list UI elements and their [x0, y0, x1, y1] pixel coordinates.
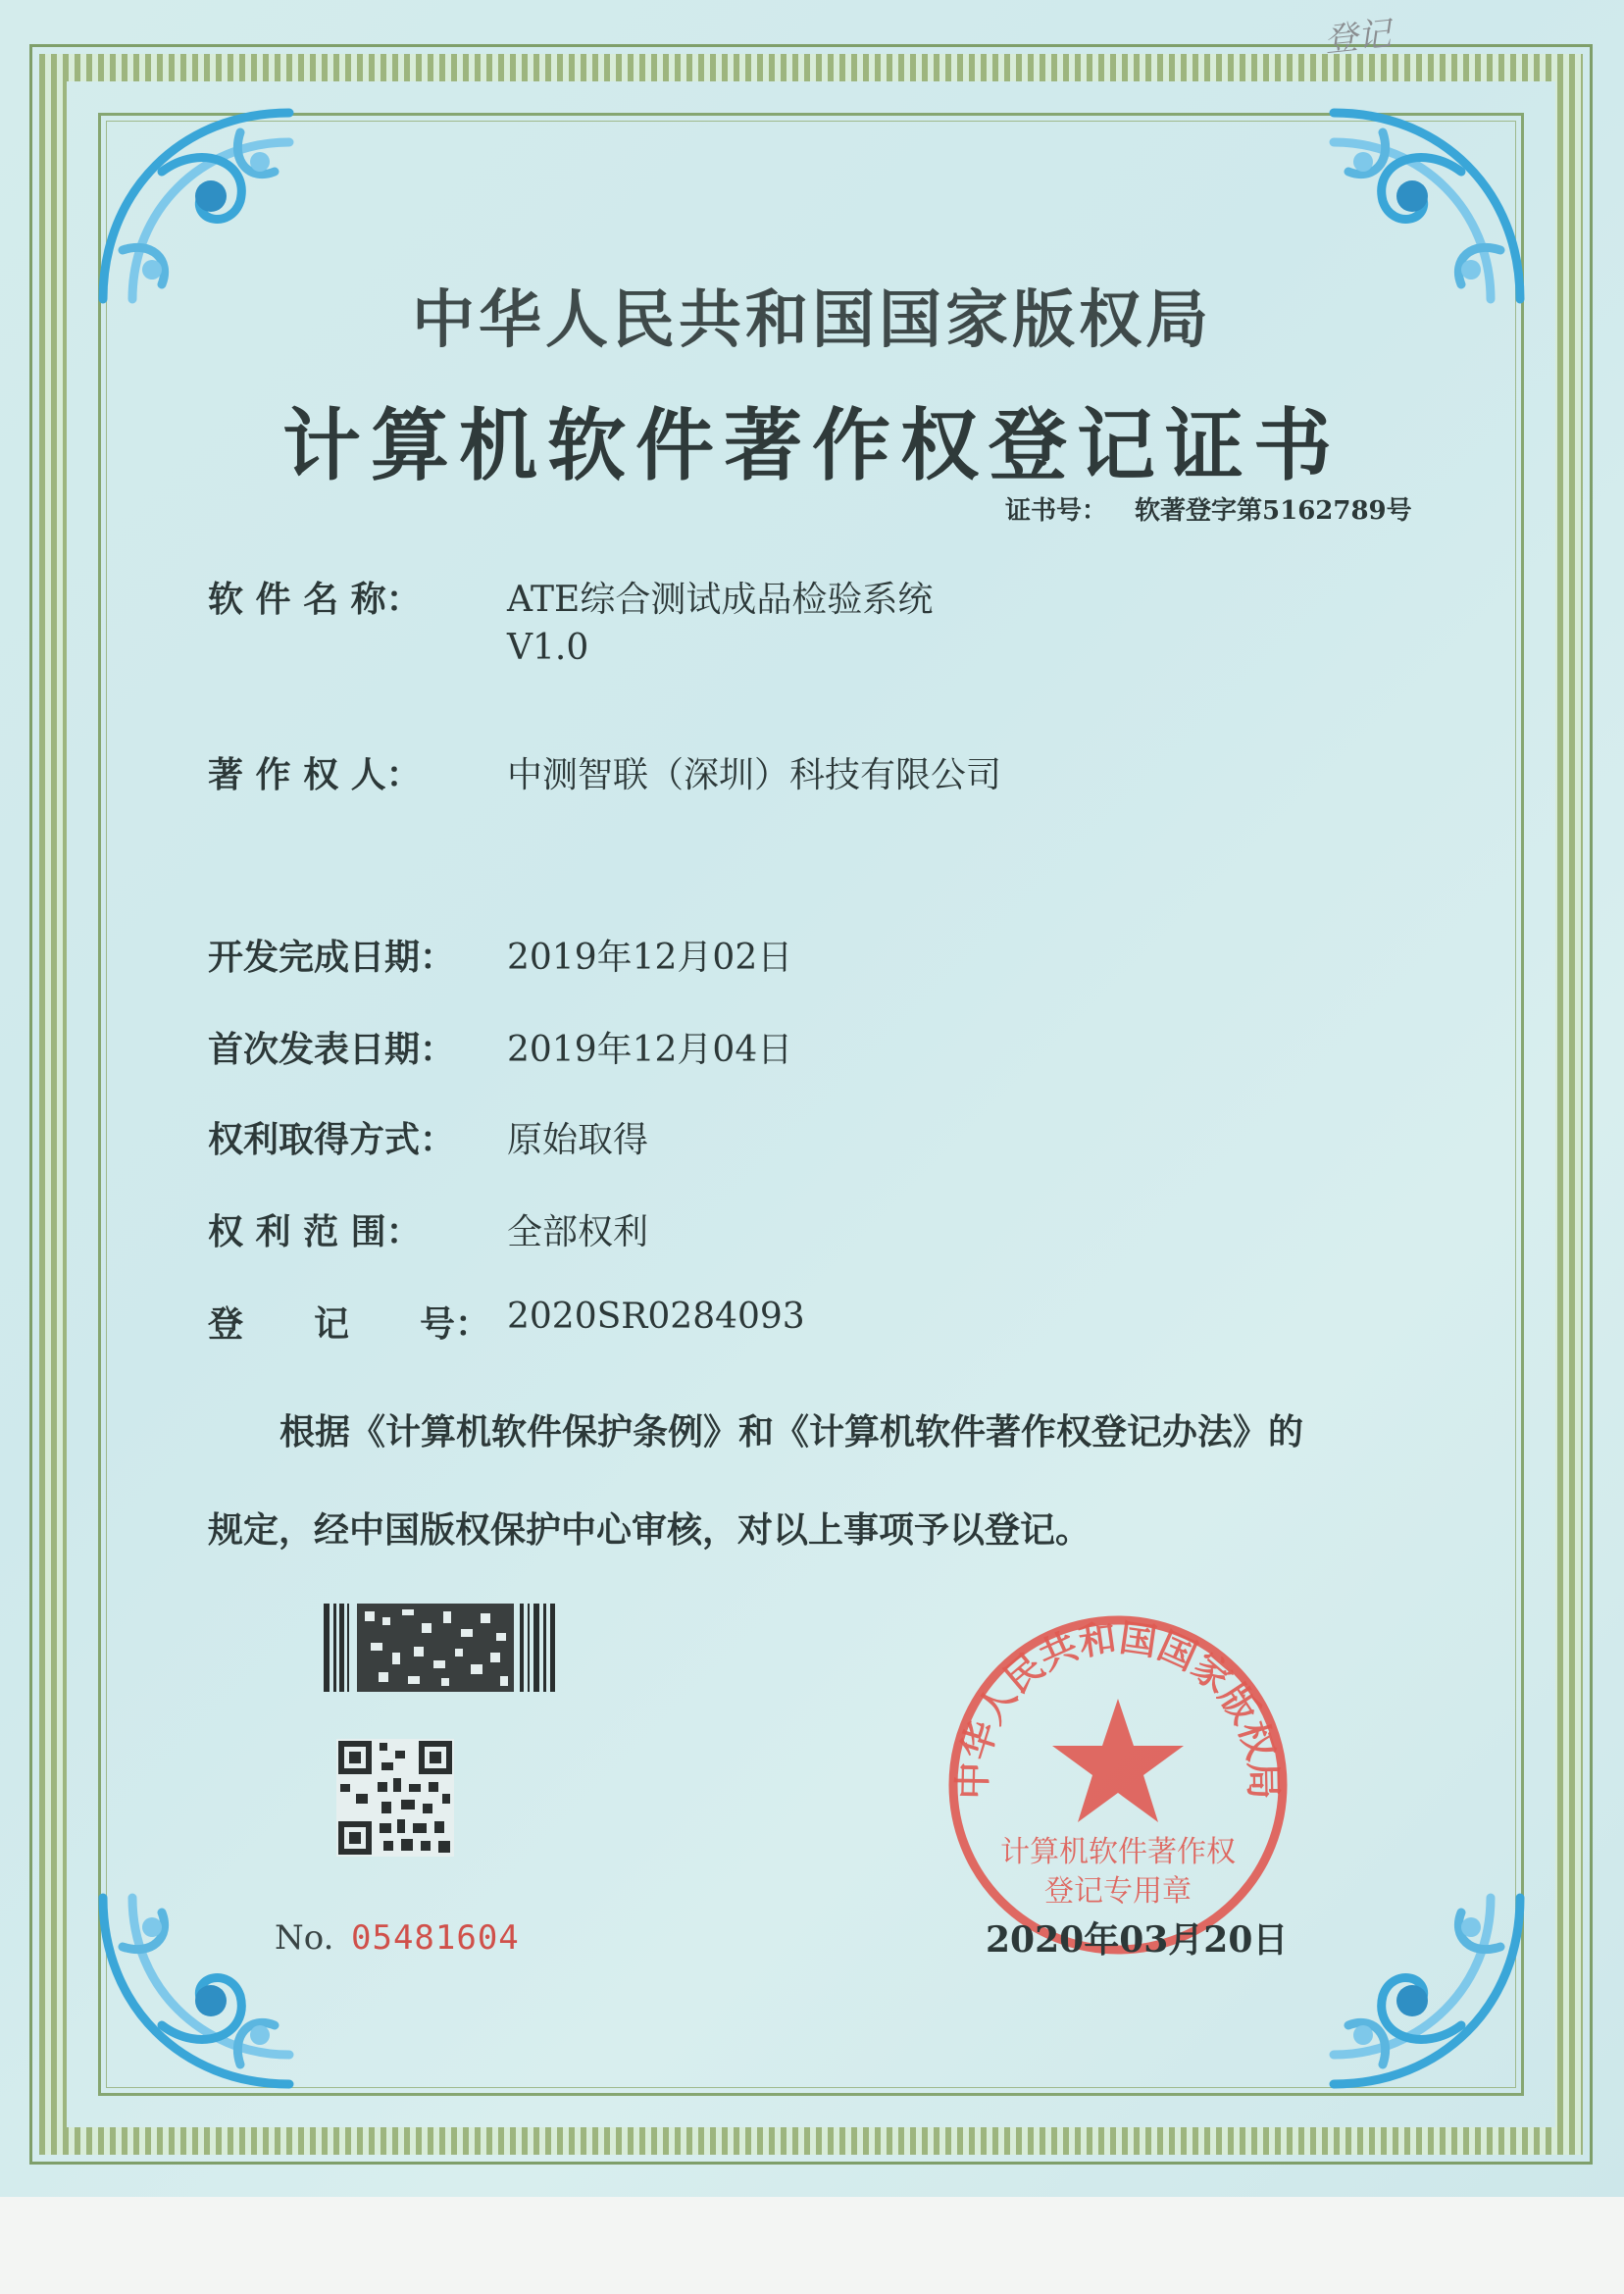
- certificate-number: [1005, 490, 1412, 527]
- field-label: 著 作 权 人：: [208, 754, 422, 795]
- field-value: 2020SR0284093: [507, 1297, 805, 1337]
- field-value-version: V1.0: [507, 628, 589, 668]
- certificate-number-label: 证书号：: [1005, 496, 1108, 526]
- field-publication-date: [208, 1022, 792, 1072]
- field-label: 权利取得方式：: [208, 1119, 456, 1160]
- seal-inner-line-2: 登记专用章: [1044, 1874, 1192, 1909]
- field-acquisition-method: [208, 1112, 648, 1162]
- issuer-title: 中华人民共和国国家版权局: [412, 283, 1212, 357]
- field-label: 登 记 号：: [208, 1303, 491, 1345]
- field-value: ATE综合测试成品检验系统: [507, 580, 934, 620]
- field-value: 全部权利: [507, 1212, 649, 1252]
- field-label: 开发完成日期：: [208, 937, 456, 978]
- seal-ring-text: 中华人民共和国国家版权局: [950, 1615, 1286, 1800]
- seal-inner-line-1: 计算机软件著作权: [1000, 1835, 1236, 1869]
- handwritten-note: 登记: [1322, 14, 1394, 61]
- serial-number-value: 05481604: [351, 1918, 520, 1958]
- statement-line-1: 根据《计算机软件保护条例》和《计算机软件著作权登记办法》的: [279, 1411, 1304, 1453]
- field-development-date: [208, 930, 792, 980]
- field-label: 权 利 范 围：: [208, 1211, 422, 1252]
- field-rights-scope: [208, 1204, 648, 1254]
- issue-date: 2020年03月20日: [986, 1919, 1289, 1961]
- statement-line-2: 规定，经中国版权保护中心审核，对以上事项予以登记。: [208, 1509, 1091, 1551]
- certificate-number-value: 软著登字第5162789号: [1135, 496, 1412, 526]
- field-label: 首次发表日期：: [208, 1029, 456, 1070]
- scan-margin: [0, 2197, 1624, 2294]
- field-value: 2019年12月04日: [507, 1030, 793, 1070]
- corner-ornament-icon: [93, 1868, 319, 2094]
- corner-ornament-icon: [1304, 1868, 1530, 2094]
- field-value: 2019年12月02日: [507, 938, 793, 978]
- field-label: 软 件 名 称：: [208, 579, 422, 620]
- barcode-icon: [324, 1604, 559, 1692]
- field-value: 原始取得: [507, 1120, 649, 1160]
- field-copyright-owner: [208, 747, 1001, 797]
- field-registration-number: [208, 1297, 805, 1347]
- official-seal-icon: [941, 1608, 1294, 1962]
- serial-number-label: No.: [275, 1918, 334, 1958]
- qr-code-icon: [336, 1739, 454, 1857]
- certificate-title: 计算机软件著作权登记证书: [282, 399, 1342, 491]
- field-value: 中测智联（深圳）科技有限公司: [507, 755, 1002, 795]
- field-software-name: [208, 572, 933, 668]
